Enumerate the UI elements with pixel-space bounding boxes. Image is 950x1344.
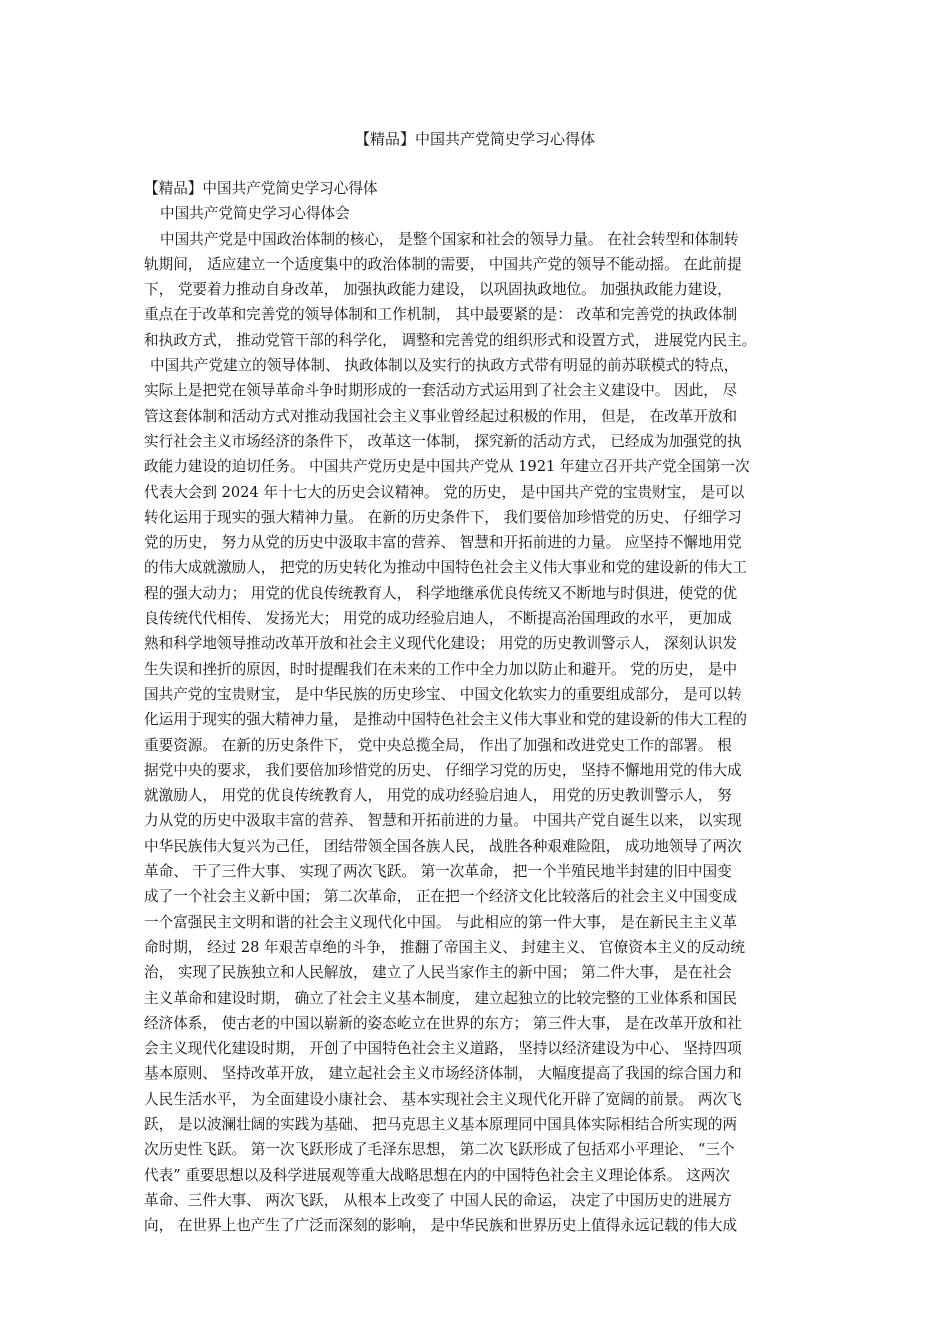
text-line: 代表” 重要思想以及科学进展观等重大战略思想在内的中国特色社会主义理论体系。 这两次 [144, 1166, 730, 1184]
text-line: 跃， 是以波澜壮阔的实践为基础、 把马克思主义基本原理同中国具体实际相结合所实现的两 [144, 1115, 738, 1133]
page-header-title: 【精品】中国共产党简史学习心得体 [354, 130, 595, 148]
text-line: 转化运用于现实的强大精神力量。 在新的历史条件下， 我们要倍加珍惜党的历史、 仔细学习 [144, 508, 742, 526]
text-line: 据党中央的要求， 我们要倍加珍惜党的历史、 仔细学习党的历史， 坚持不懈地用党的伟大成 [144, 761, 742, 779]
text-line: 革命、 干了三件大事、 实现了两次飞跃。 第一次革命， 把一个半殖民地半封建的旧中国变 [144, 863, 732, 881]
text-line: 轨期间， 适应建立一个适度集中的政治体制的需要， 中国共产党的领导不能动摇。 在此前提 [144, 255, 742, 273]
text-line: 党的历史， 努力从党的历史中汲取丰富的营养、 智慧和开拓前进的力量。 应坚持不懈地用党 [144, 534, 742, 552]
text-line: 中华民族伟大复兴为己任， 团结带领全国各族人民， 战胜各种艰难险阻， 成功地领导了两次 [144, 837, 742, 855]
text-line: 国共产党的宝贵财宝， 是中华民族的历史珍宝、 中国文化软实力的重要组成部分， 是可以转 [144, 685, 742, 703]
text-line: 管这套体制和活动方式对推动我国社会主义事业曾经起过积极的作用， 但是， 在改革开放和 [144, 407, 738, 425]
document-title: 【精品】中国共产党简史学习心得体 [144, 180, 378, 197]
text-line: 次历史性飞跃。 第一次飞跃形成了毛泽东思想， 第二次飞跃形成了包括邓小平理论、 “三个 [144, 1141, 735, 1159]
text-line: 实行社会主义市场经济的条件下， 改革这一体制， 探究新的活动方式， 已经成为加强党的执 [144, 432, 742, 450]
text-line: 良传统代代相传、 发扬光大； 用党的成功经验启迪人， 不断提高治国理政的水平， 更加成 [144, 610, 732, 628]
text-line: 治， 实现了民族独立和人民解放， 建立了人民当家作主的新中国； 第二件大事， 是在社会 [144, 964, 732, 982]
text-line: 的伟大成就激励人， 把党的历史转化为推动中国特色社会主义伟大事业和党的建设新的伟大工 [144, 559, 747, 577]
text-line: 一个富强民主文明和谐的社会主义现代化中国。 与此相应的第一件大事， 是在新民主主义革 [144, 913, 738, 931]
text-line: 重要资源。 在新的历史条件下， 党中央总揽全局， 作出了加强和改进党史工作的部署。 根 [144, 736, 732, 754]
text-line: 向， 在世界上也产生了广泛而深刻的影响， 是中华民族和世界历史上值得永远记载的伟大成 [144, 1217, 738, 1235]
text-line: 实际上是把党在领导革命斗争时期形成的一套活动方式运用到了社会主义建设中。 因此， 尽 [144, 382, 738, 400]
text-line: 成了一个社会主义新中国； 第二次革命， 正在把一个经济文化比较落后的社会主义中国变成 [144, 888, 738, 906]
text-line: 中国共产党建立的领导体制、 执政体制以及实行的执政方式带有明显的前苏联模式的特点， [150, 357, 739, 375]
text-line: 下， 党要着力推动自身改革， 加强执政能力建设， 以巩固执政地位。 加强执政能力建设， [144, 281, 732, 299]
text-line: 基本原则、 坚持改革开放， 建立起社会主义市场经济体制， 大幅度提高了我国的综合国力和 [144, 1065, 742, 1083]
text-line: 中国共产党是中国政治体制的核心， 是整个国家和社会的领导力量。 在社会转型和体制转 [160, 230, 739, 248]
text-line: 代表大会到 2024 年十七大的历史会议精神。 党的历史， 是中国共产党的宝贵财宝， 是可以 [144, 483, 745, 501]
document-subtitle: 中国共产党简史学习心得体会 [160, 205, 350, 223]
text-line: 人民生活水平， 为全面建设小康社会、 基本实现社会主义现代化开辟了宽阔的前景。 两次飞 [144, 1090, 742, 1108]
text-line: 力从党的历史中汲取丰富的营养、 智慧和开拓前进的力量。 中国共产党自诞生以来， 以实现 [144, 812, 742, 830]
text-line: 政能力建设的迫切任务。 中国共产党历史是中国共产党从 1921 年建立召开共产党全国第一次 [144, 458, 750, 476]
text-line: 革命、三件大事、 两次飞跃， 从根本上改变了 中国人民的命运， 决定了中国历史的进展方 [144, 1191, 732, 1209]
text-line: 生失误和挫折的原因，时时提醒我们在未来的工作中全力加以防止和避开。 党的历史， 是中 [144, 660, 738, 678]
text-line: 和执政方式， 推动党管干部的科学化， 调整和完善党的组织形式和设置方式， 进展党内民主。 [144, 331, 757, 349]
text-line: 会主义现代化建设时期， 开创了中国特色社会主义道路， 坚持以经济建设为中心、 坚持四项 [144, 1040, 742, 1058]
text-line: 重点在于改革和完善党的领导体制和工作机制， 其中最要紧的是： 改革和完善党的执政体制 [144, 306, 738, 324]
text-line: 经济体系， 使古老的中国以崭新的姿态屹立在世界的东方； 第三件大事， 是在改革开放和社 [144, 1014, 742, 1032]
text-line: 化运用于现实的强大精神力量， 是推动中国特色社会主义伟大事业和党的建设新的伟大工程的 [144, 711, 747, 729]
text-line: 主义革命和建设时期， 确立了社会主义基本制度， 建立起独立的比较完整的工业体系和国民 [144, 989, 738, 1007]
text-line: 命时期， 经过 28 年艰苦卓绝的斗争， 推翻了帝国主义、 封建主义、 官僚资本主义的反动统 [144, 938, 745, 956]
text-line: 程的强大动力； 用党的优良传统教育人， 科学地继承优良传统又不断地与时俱进，使党的优 [144, 584, 738, 602]
document-body [144, 176, 814, 1238]
text-line: 熟和科学地领导推动改革开放和社会主义现代化建设； 用党的历史教训警示人， 深刻认识发 [144, 635, 738, 653]
text-line: 就激励人， 用党的优良传统教育人， 用党的成功经验启迪人， 用党的历史教训警示人， 努 [144, 787, 732, 805]
